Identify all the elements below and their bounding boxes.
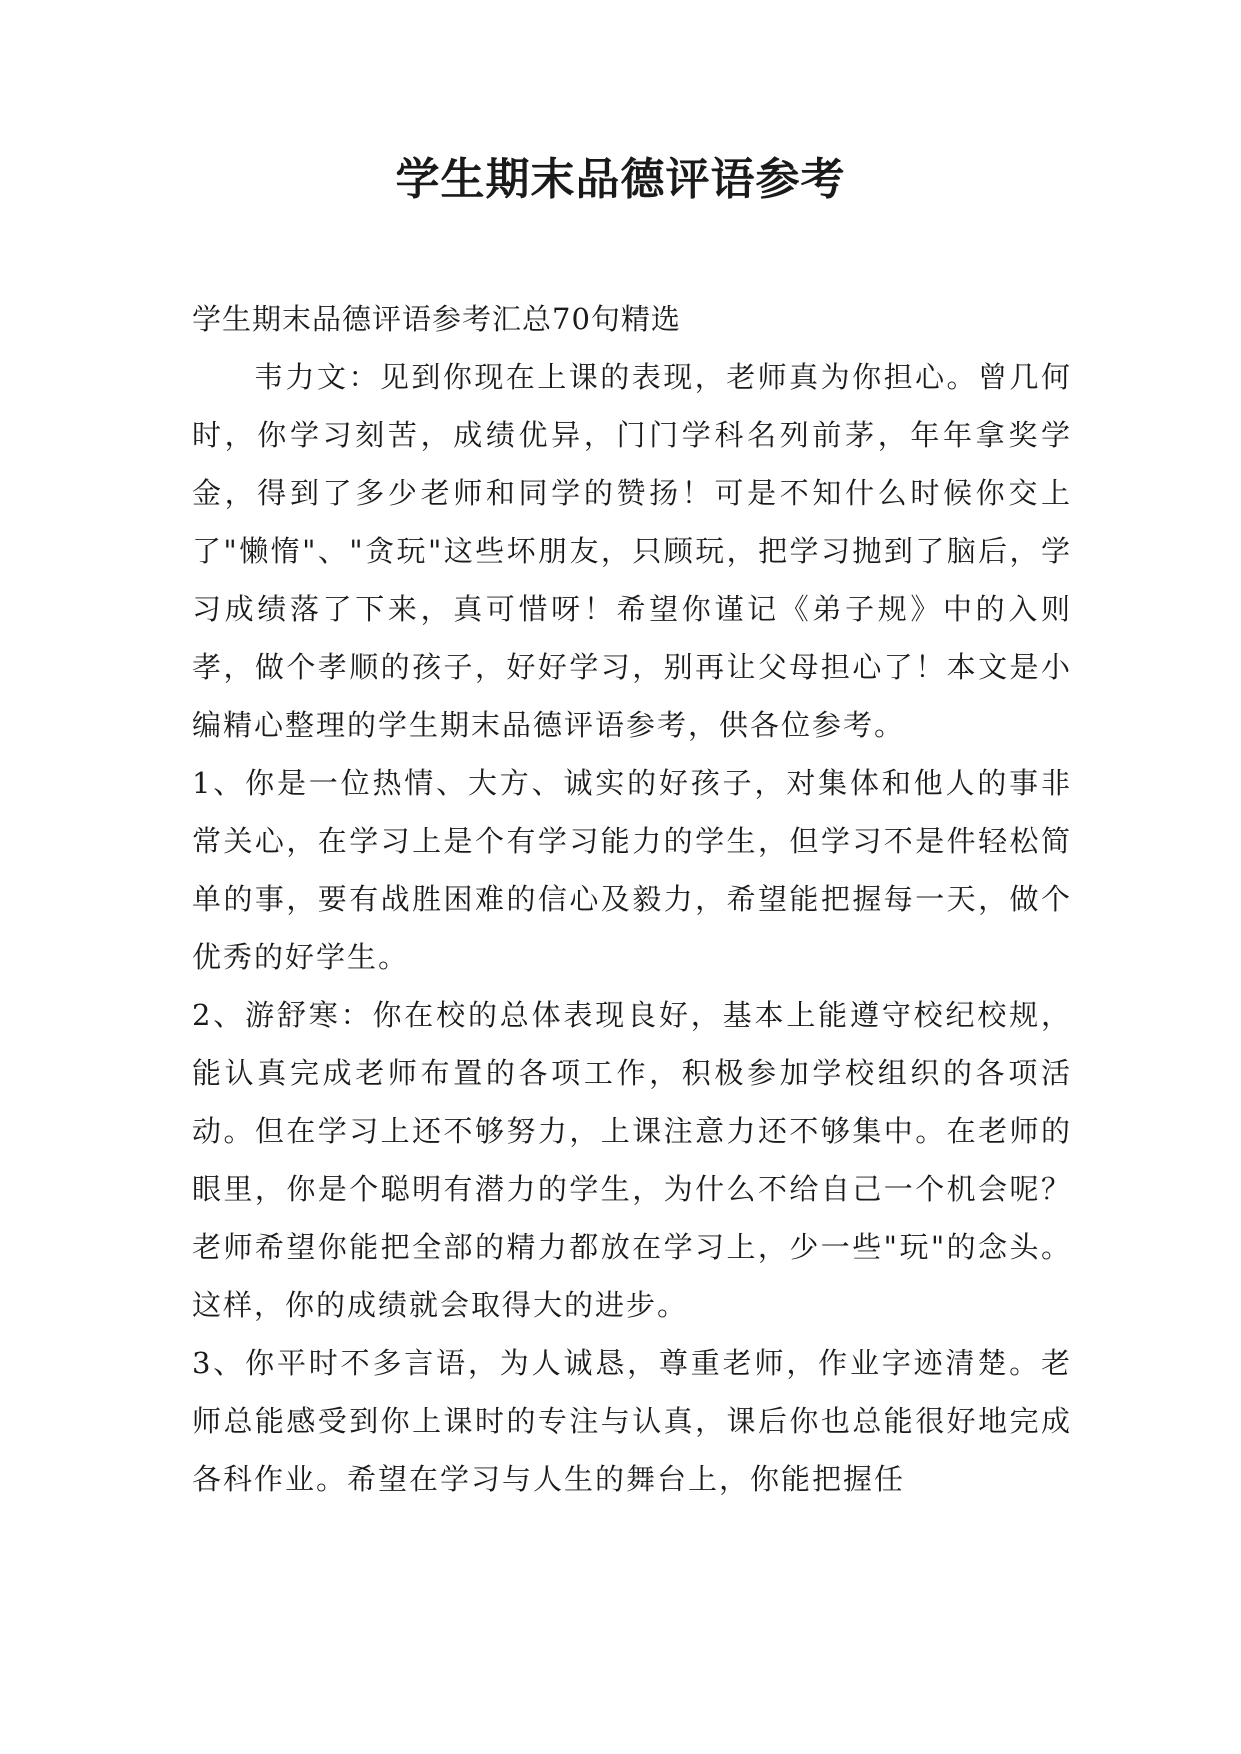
intro-paragraph: 韦力文：见到你现在上课的表现，老师真为你担心。曾几何时，你学习刻苦，成绩优异，门门学科名列前茅，年年拿奖学金，得到了多少老师和同学的赞扬！可是不知什么时候你交上了"懒惰"、"贪玩"这些坏朋友，只顾玩，把学习抛到了脑后，学习成绩落了下来，真可惜呀！希望你谨记《弟子规》中的入则孝，做个孝顺的孩子，好好学习，别再让父母担心了！本文是小编精心整理的学生期末品德评语参考，供各位参考。 xyxy=(192,360,1072,742)
comment-paragraph-1: 1、你是一位热情、大方、诚实的好孩子，对集体和他人的事非常关心，在学习上是个有学习能力的学生，但学习不是件轻松简单的事，要有战胜困难的信心及毅力，希望能把握每一天，做个优秀的好学生。 xyxy=(192,766,1072,974)
document-body xyxy=(192,290,1072,1508)
comment-paragraph-3: 3、你平时不多言语，为人诚恳，尊重老师，作业字迹清楚。老师总能感受到你上课时的专注与认真，课后你也总能很好地完成各科作业。希望在学习与人生的舞台上，你能把握任 xyxy=(192,1346,1072,1496)
document-subtitle: 学生期末品德评语参考汇总70句精选 xyxy=(192,302,681,336)
comment-paragraph-2: 2、游舒寒：你在校的总体表现良好，基本上能遵守校纪校规，能认真完成老师布置的各项工作，积极参加学校组织的各项活动。但在学习上还不够努力，上课注意力还不够集中。在老师的眼里，你是个聪明有潜力的学生，为什么不给自己一个机会呢？老师希望你能把全部的精力都放在学习上，少一些"玩"的念头。这样，你的成绩就会取得大的进步。 xyxy=(192,998,1072,1322)
document-title: 学生期末品德评语参考 xyxy=(395,154,846,205)
